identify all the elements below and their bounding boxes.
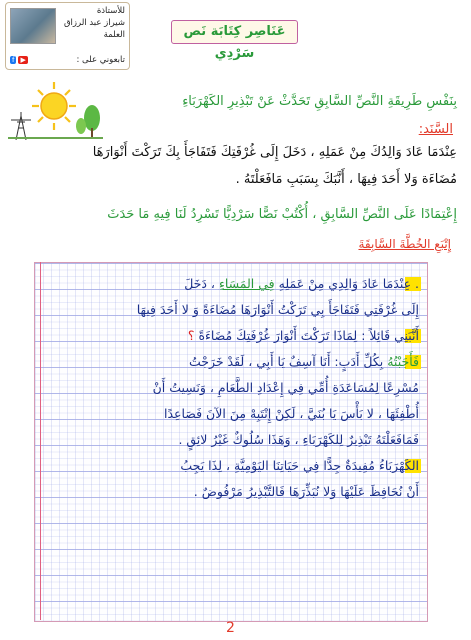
answer-line-4 <box>189 354 419 369</box>
follow-plan-label: إِتْبَعِ الخُطَّةَ السَّابِقَةَ <box>358 237 451 251</box>
answer-time-phrase: فِي المَسَاءِ <box>218 276 275 291</box>
electricity-illustration <box>8 80 103 140</box>
answer-sheet <box>34 262 428 622</box>
answer-line-4-b: بِكُلِّ أَدَبٍ: أَنَا آسِفٌ يَا أَبِي ، لَقَدْ خَرَجْتُ <box>188 354 388 369</box>
tree-icon <box>76 105 100 138</box>
sanad-label: السَّنَد: <box>418 122 453 137</box>
answer-line-4-a: فَأَجَبْتُهُ <box>387 354 419 369</box>
answer-line-3 <box>188 328 419 343</box>
answer-line-6: أُطْفِئَهَا ، لا بَأْسَ يَا بُنَيَّ ، لَكِنْ إِنْتَبِهْ مِنَ الآنَ فَصَاعِدًا <box>163 406 419 421</box>
author-photo <box>10 8 56 44</box>
answer-line-1-a: . عِنْدَمَا عَادَ وَالِدِي مِنْ عَمَلِهِ <box>274 276 419 291</box>
question-mark: ؟ <box>187 328 195 343</box>
answer-line-1 <box>184 276 419 291</box>
instruction-write: إِعْتِمَادًا عَلَى النَّصِّ السَّابِقِ ، أُكْتُبْ نَصًّا سَرْدِيًّا تَسْرِدُ لَنَا فِيهِ مَا حَدَثَ <box>107 207 457 222</box>
instruction-topic: بِنَفْسِ طَرِيقَةِ النَّصِّ السَّابِقِ تَحَدَّثْ عَنْ تَبْذِيرِ الكَهْرَبَاءِ <box>182 94 457 109</box>
sanad-line-2: مُضَاءَة وَلا أَحَدَ فِيهَا ، أَنَّبَكَ بِسَبَبِ مَافَعَلْتَهُ . <box>235 172 457 187</box>
facebook-icon: f <box>12 56 15 64</box>
answer-line-8: الكَهْرَبَاءُ مُفِيدَةٌ جِدًّا فِي حَيَاتِنَا اليَوْمِيَّةِ ، لِذَا يَجِبُ <box>180 458 419 473</box>
stamp-line-3: العلمة <box>103 30 125 40</box>
stamp-line-1: للأستاذة <box>96 6 125 16</box>
page-number: 2 <box>226 620 235 636</box>
social-icons <box>10 56 30 64</box>
answer-line-1-c: ، دَخَلَ <box>184 276 219 291</box>
answer-line-7: فَمَافَعَلْتَهُ تَبْذِيرٌ لِلكَهْرَبَاءِ ، وَهَذَا سُلُوكٌ غَيْرُ لائِقٍ . <box>178 432 419 447</box>
answer-line-5: مُسْرِعًا لِمُسَاعَدَةِ أُمِّي فِي إِعْدَادِ الطَّعَامِ ، وَنَسِيتُ أَنْ <box>152 380 419 395</box>
answer-line-9: أَنْ نُحَافِظَ عَلَيْهَا وَلا نُبَذِّرَهَا فَالتَّبْذِيرُ مَرْفُوضٌ . <box>193 484 419 499</box>
youtube-icon: ▶ <box>20 56 26 64</box>
margin-line <box>40 262 41 620</box>
sanad-line-1: عِنْدَمَا عَادَ وَالِدُكَ مِنْ عَمَلِهِ ، دَخَلَ إِلَى غُرْفَتِكَ فَتَفَاجَأَ بِكَ تَرَكْتَ أَنْوَارَهَا <box>92 145 457 160</box>
sun-icon <box>32 82 76 130</box>
stamp-line-2: شيراز عبد الرزاق <box>63 18 125 28</box>
answer-line-2: إِلَى غُرْفَتِي فَتَفَاجَأَ بِي تَرَكْتُ أَنْوَارَهَا مُضَاءَةً وَ لا أَحَدَ فِيهَا <box>136 302 419 317</box>
stamp-follow: تابعوني على : <box>76 55 125 65</box>
power-pylon-icon <box>11 112 31 140</box>
page-title: عَنَاصِر كِتَابَة نَص سَرْدِي <box>171 20 298 44</box>
answer-line-3-a: أَنَّبَنِي قَائِلاً : لِمَاذَا تَرَكْتَ أَنْوَارَ غُرْفَتِكَ مُضَاءَةً <box>194 328 419 343</box>
author-stamp <box>5 2 130 70</box>
